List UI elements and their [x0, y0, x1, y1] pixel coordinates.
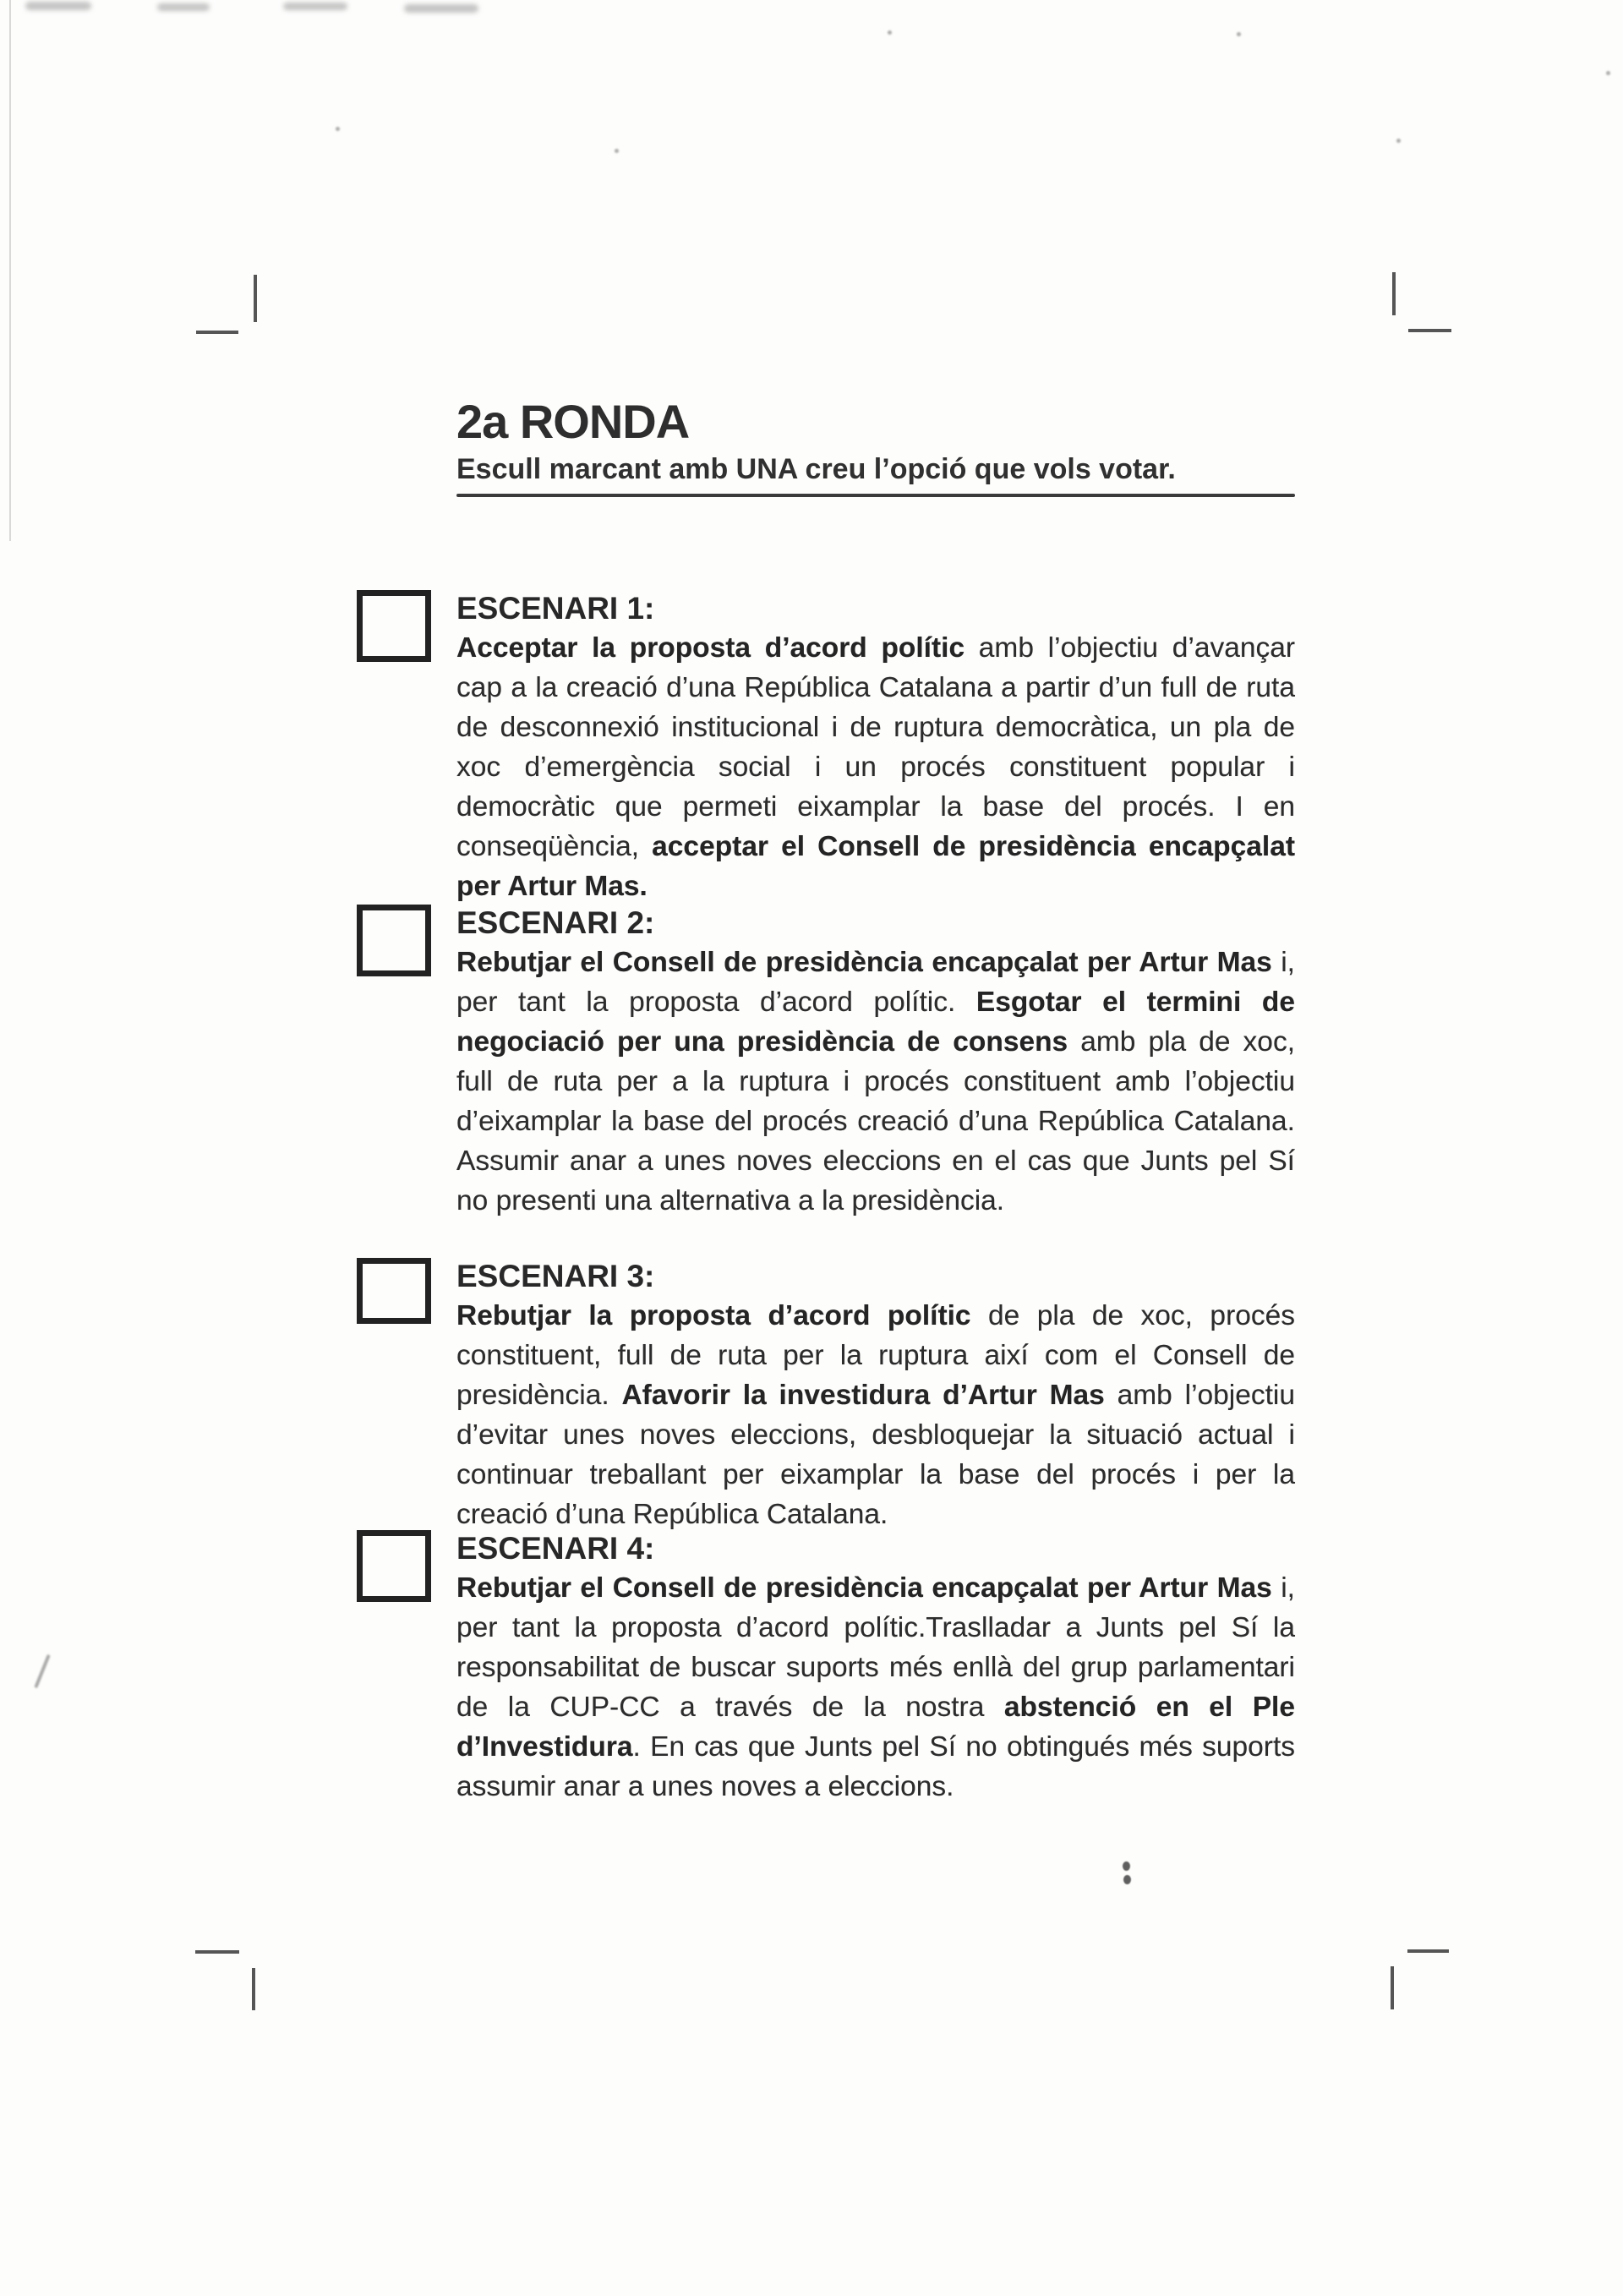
crop-mark-top-left-horizontal: [196, 331, 238, 334]
crop-mark-top-left-vertical: [254, 275, 257, 322]
header: [456, 397, 1295, 497]
scan-speck: [1237, 32, 1241, 36]
crop-mark-bottom-left-horizontal: [195, 1950, 239, 1954]
crop-mark-bottom-left-vertical: [252, 1968, 255, 2010]
scan-ink-dot: [1123, 1861, 1130, 1871]
scan-speck: [336, 127, 340, 131]
scan-smudge: [25, 2, 91, 10]
scenario-2-body: [456, 903, 1295, 1221]
scenario-4-checkbox[interactable]: [357, 1530, 431, 1602]
scan-ink-dot: [1123, 1875, 1131, 1884]
scenario-3-checkbox[interactable]: [357, 1258, 431, 1324]
scan-smudge: [283, 3, 347, 10]
scan-smudge: [157, 3, 210, 11]
header-divider: [456, 494, 1295, 497]
scenario-4-text: Rebutjar el Consell de presidència encapçalat per Artur Mas i, per tant la proposta d’acord polític.Traslladar a Junts pel Sí la responsabilitat de buscar suports més enllà del grup parlamentari de la CUP-CC a través de la nostra abstenció en el Ple d’Investidura. En cas que Junts pel Sí no obtingués més suports assumir anar a unes noves a eleccions.: [456, 1572, 1295, 1802]
scenario-3-heading: ESCENARI 3:: [456, 1259, 655, 1293]
scan-squiggle: [34, 1654, 50, 1688]
scenario-4-body: [456, 1528, 1295, 1807]
scan-speck: [888, 30, 892, 35]
scenario-1-heading: ESCENARI 1:: [456, 591, 655, 626]
page-title: 2a RONDA: [456, 395, 690, 448]
scan-smudge: [404, 4, 478, 13]
scan-speck: [615, 149, 619, 153]
scenario-1-checkbox[interactable]: [357, 590, 431, 662]
crop-mark-bottom-right-vertical: [1391, 1966, 1394, 2009]
scenario-3-body: [456, 1256, 1295, 1534]
scan-speck: [1396, 139, 1401, 143]
page-instructions: Escull marcant amb UNA creu l’opció que vols votar.: [456, 453, 1176, 485]
crop-mark-top-right-vertical: [1392, 272, 1396, 315]
scenario-4-heading: ESCENARI 4:: [456, 1531, 655, 1566]
scan-speck: [1606, 71, 1610, 75]
scenario-2-text: Rebutjar el Consell de presidència encapçalat per Artur Mas i, per tant la proposta d’acord polític. Esgotar el termini de negociació per una presidència de consens amb pla de xoc, full de ruta per a la ruptura i procés constituent amb l’objectiu d’eixamplar la base del procés creació d’una República Catalana. Assumir anar a unes noves eleccions en el cas que Junts pel Sí no presenti una alternativa a la presidència.: [456, 947, 1295, 1216]
scenario-3-text: Rebutjar la proposta d’acord polític de pla de xoc, procés constituent, full de ruta per la ruptura així com el Consell de presidència. Afavorir la investidura d’Artur Mas amb l’objectiu d’evitar unes noves eleccions, desbloquejar la situació actual i continuar treballant per eixamplar la base del procés i per la creació d’una República Catalana.: [456, 1300, 1295, 1530]
scenario-1-text: Acceptar la proposta d’acord polític amb l’objectiu d’avançar cap a la creació d’una República Catalana a partir d’un full de ruta de desconnexió institucional i de ruptura democràtica, un pla de xoc d’emergència social i un procés constituent popular i democràtic que permeti eixamplar la base del procés. I en conseqüència, acceptar el Consell de presidència encapçalat per Artur Mas.: [456, 632, 1295, 902]
crop-mark-top-right-horizontal: [1408, 329, 1451, 332]
crop-mark-bottom-right-horizontal: [1407, 1949, 1449, 1953]
scenario-2-heading: ESCENARI 2:: [456, 905, 655, 940]
scan-edge-line: [9, 0, 11, 541]
scenario-1-body: [456, 588, 1295, 906]
scenario-2-checkbox[interactable]: [357, 905, 431, 976]
